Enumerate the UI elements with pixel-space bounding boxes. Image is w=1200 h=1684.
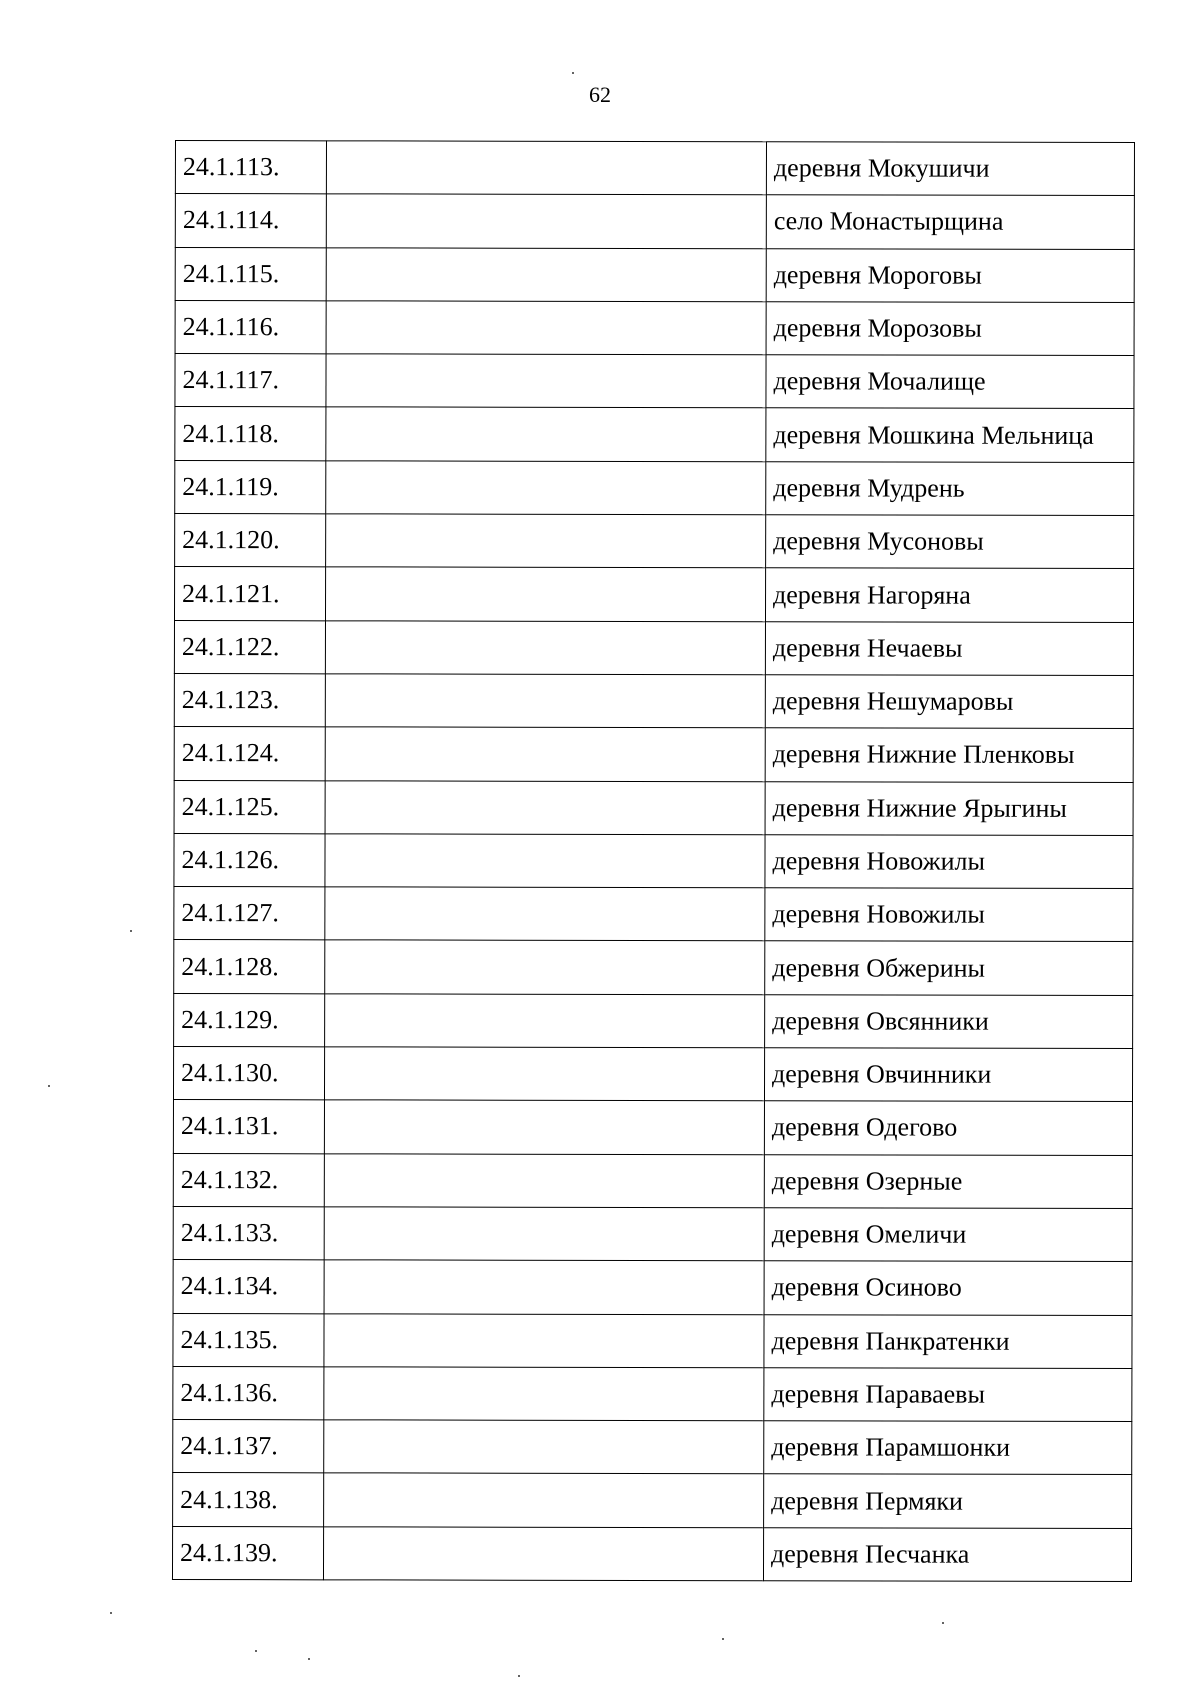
page-number: 62 <box>589 82 611 107</box>
scan-speck <box>572 72 574 74</box>
row-number-cell: 24.1.124. <box>174 727 325 781</box>
empty-cell <box>326 247 766 301</box>
settlement-name-cell: деревня Парамшонки <box>764 1421 1132 1475</box>
row-number-cell: 24.1.137. <box>173 1420 324 1474</box>
settlement-name-cell: деревня Новожилы <box>765 888 1133 942</box>
empty-cell <box>326 461 766 515</box>
settlement-name-cell: деревня Морозовы <box>766 302 1134 356</box>
table-row <box>172 1526 1131 1581</box>
settlement-name-cell: село Монастырщина <box>766 195 1134 249</box>
row-number-cell: 24.1.130. <box>173 1047 324 1101</box>
settlement-name-cell: деревня Нижние Пленковы <box>765 728 1133 782</box>
empty-cell <box>326 514 766 568</box>
empty-cell <box>326 354 766 408</box>
empty-cell <box>325 620 765 674</box>
settlement-name-cell: деревня Осиново <box>764 1261 1132 1315</box>
table-row <box>174 940 1133 995</box>
settlement-name-cell: деревня Панкратенки <box>764 1314 1132 1368</box>
table-row <box>174 620 1133 675</box>
row-number-cell: 24.1.115. <box>175 247 326 301</box>
table-row <box>174 567 1133 622</box>
settlement-name-cell: деревня Нижние Ярыгины <box>765 781 1133 835</box>
table-row <box>173 1047 1132 1102</box>
settlement-name-cell: деревня Нешумаровы <box>765 675 1133 729</box>
row-number-cell: 24.1.135. <box>173 1313 324 1367</box>
table-row <box>173 1153 1132 1208</box>
table-row <box>175 460 1134 515</box>
table-row <box>173 1420 1132 1475</box>
empty-cell <box>325 887 765 941</box>
settlement-name-cell: деревня Мочалище <box>766 355 1134 409</box>
row-number-cell: 24.1.118. <box>175 407 326 461</box>
row-number-cell: 24.1.117. <box>175 354 326 408</box>
scan-speck <box>722 1638 724 1640</box>
empty-cell <box>326 301 766 355</box>
table-row <box>175 354 1134 409</box>
row-number-cell: 24.1.113. <box>175 141 326 195</box>
empty-cell <box>326 407 766 461</box>
scan-speck <box>518 1675 520 1677</box>
empty-cell <box>325 994 765 1048</box>
empty-cell <box>324 1100 764 1154</box>
table-row <box>175 141 1134 196</box>
row-number-cell: 24.1.125. <box>174 780 325 834</box>
settlement-name-cell: деревня Озерные <box>764 1154 1132 1208</box>
settlements-table <box>172 140 1135 1582</box>
empty-cell <box>325 834 765 888</box>
table-row <box>175 407 1134 462</box>
settlement-name-cell: деревня Мошкина Мельница <box>766 408 1134 462</box>
row-number-cell: 24.1.121. <box>174 567 325 621</box>
empty-cell <box>324 1260 764 1314</box>
settlement-name-cell: деревня Параваевы <box>764 1368 1132 1422</box>
table-row <box>174 887 1133 942</box>
table-row <box>174 727 1133 782</box>
table-row <box>173 1206 1132 1261</box>
table-row <box>173 1366 1132 1421</box>
settlement-name-cell: деревня Мороговы <box>766 248 1134 302</box>
settlement-name-cell: деревня Новожилы <box>765 835 1133 889</box>
scan-speck <box>942 1622 944 1624</box>
row-number-cell: 24.1.120. <box>175 514 326 568</box>
table-row <box>173 1260 1132 1315</box>
empty-cell <box>325 674 765 728</box>
table-row <box>174 993 1133 1048</box>
row-number-cell: 24.1.128. <box>174 940 325 994</box>
table-row <box>175 194 1134 249</box>
empty-cell <box>325 780 765 834</box>
empty-cell <box>324 1153 764 1207</box>
empty-cell <box>324 1207 764 1261</box>
empty-cell <box>323 1527 763 1581</box>
row-number-cell: 24.1.114. <box>175 194 326 248</box>
row-number-cell: 24.1.138. <box>173 1473 324 1527</box>
table-row <box>175 514 1134 569</box>
empty-cell <box>324 1313 764 1367</box>
row-number-cell: 24.1.129. <box>174 993 325 1047</box>
settlement-name-cell: деревня Нагоряна <box>765 568 1133 622</box>
empty-cell <box>324 1367 764 1421</box>
empty-cell <box>325 940 765 994</box>
row-number-cell: 24.1.116. <box>175 300 326 354</box>
empty-cell <box>324 1420 764 1474</box>
table-row <box>175 247 1134 302</box>
row-number-cell: 24.1.132. <box>173 1153 324 1207</box>
settlement-name-cell: деревня Мокушичи <box>766 142 1134 196</box>
settlement-name-cell: деревня Пермяки <box>764 1474 1132 1528</box>
row-number-cell: 24.1.134. <box>173 1260 324 1314</box>
scan-speck <box>130 930 132 932</box>
row-number-cell: 24.1.126. <box>174 833 325 887</box>
empty-cell <box>326 194 766 248</box>
table-row <box>174 780 1133 835</box>
settlement-name-cell: деревня Овсянники <box>765 994 1133 1048</box>
row-number-cell: 24.1.133. <box>173 1206 324 1260</box>
empty-cell <box>325 567 765 621</box>
settlement-name-cell: деревня Овчинники <box>764 1048 1132 1102</box>
settlement-name-cell: деревня Омеличи <box>764 1208 1132 1262</box>
table-row <box>173 1473 1132 1528</box>
row-number-cell: 24.1.127. <box>174 887 325 941</box>
settlement-name-cell: деревня Мудрень <box>766 462 1134 516</box>
scan-speck <box>48 1085 50 1087</box>
table-row <box>174 673 1133 728</box>
settlement-name-cell: деревня Одегово <box>764 1101 1132 1155</box>
row-number-cell: 24.1.122. <box>174 620 325 674</box>
table-row <box>174 833 1133 888</box>
empty-cell <box>325 727 765 781</box>
empty-cell <box>324 1047 764 1101</box>
row-number-cell: 24.1.136. <box>173 1366 324 1420</box>
settlement-name-cell: деревня Обжерины <box>765 941 1133 995</box>
table-row <box>175 300 1134 355</box>
scan-speck <box>308 1658 310 1660</box>
table-row <box>173 1313 1132 1368</box>
row-number-cell: 24.1.139. <box>172 1526 323 1580</box>
table-row <box>173 1100 1132 1155</box>
table-body <box>172 141 1134 1582</box>
scan-speck <box>255 1650 257 1652</box>
empty-cell <box>326 141 766 195</box>
empty-cell <box>324 1473 764 1527</box>
settlement-name-cell: деревня Мусоновы <box>766 515 1134 569</box>
scan-speck <box>110 1612 112 1614</box>
settlement-name-cell: деревня Песчанка <box>763 1527 1131 1581</box>
settlement-name-cell: деревня Нечаевы <box>765 621 1133 675</box>
row-number-cell: 24.1.131. <box>173 1100 324 1154</box>
row-number-cell: 24.1.119. <box>175 460 326 514</box>
row-number-cell: 24.1.123. <box>174 673 325 727</box>
